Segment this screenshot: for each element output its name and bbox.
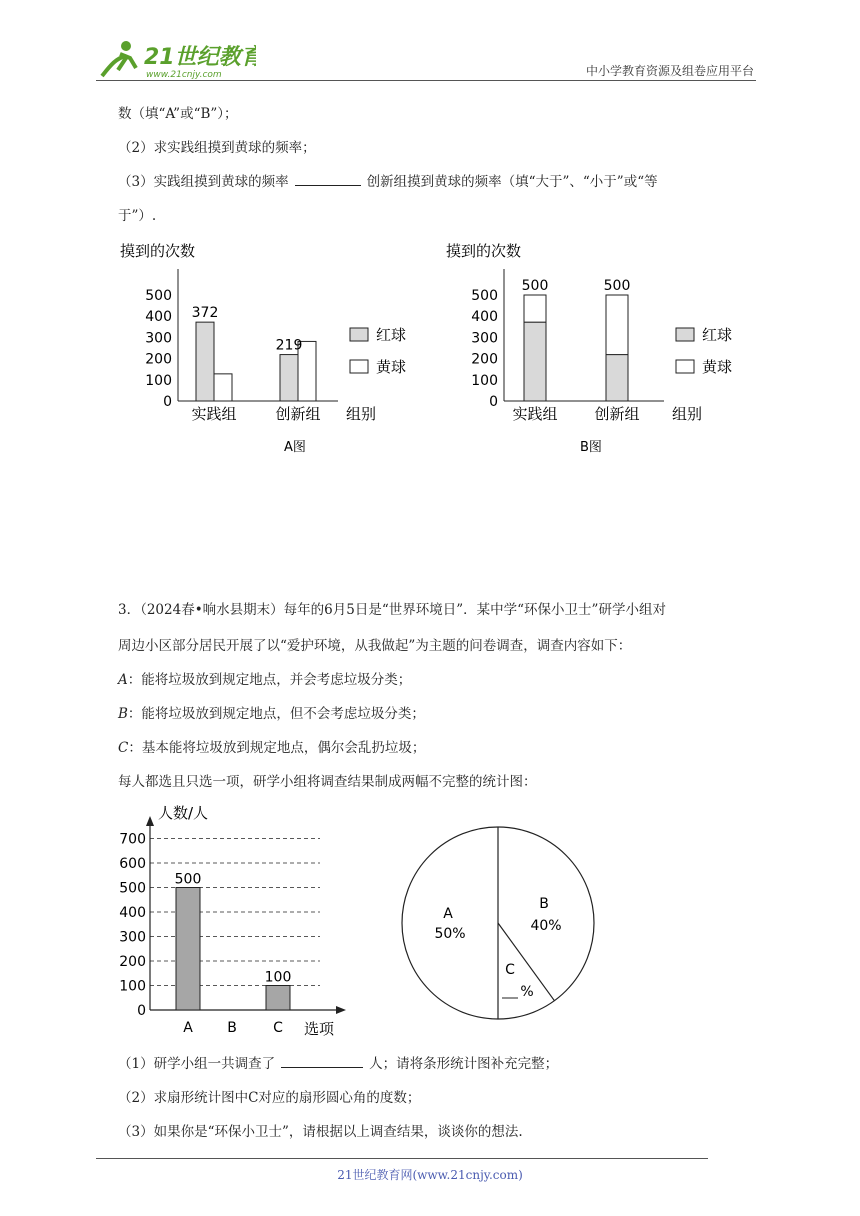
chart-c-ytick: 400 bbox=[119, 905, 146, 921]
chart-c-ytick: 700 bbox=[119, 831, 146, 848]
footer-divider bbox=[96, 1158, 708, 1159]
chart-a-xtick: 创新组 bbox=[275, 405, 321, 423]
chart-a-ylabel: 摸到的次数 bbox=[120, 242, 196, 260]
chart-b-bar-yellow bbox=[606, 295, 628, 355]
logo-url: www.21cnjy.com bbox=[146, 70, 222, 80]
chart-b-ytick: 400 bbox=[471, 309, 498, 326]
chart-b-bar-red bbox=[524, 322, 546, 401]
footer-text: 21世纪教育网(www.21cnjy.com) bbox=[337, 1168, 523, 1182]
chart-a-ytick: 0 bbox=[163, 394, 172, 410]
q2-line2: （2）求实践组摸到黄球的频率； bbox=[118, 140, 316, 156]
chart-c-ytick: 600 bbox=[119, 856, 146, 872]
q3-option-b-key: B bbox=[118, 706, 128, 722]
pie-pct-a: 50% bbox=[434, 926, 466, 942]
q3-line6: 每人都选且只选一项，研学小组将调查结果制成两幅不完整的统计图： bbox=[118, 774, 537, 790]
chart-a-xlabel: 组别 bbox=[346, 405, 377, 423]
chart-a-ytick: 100 bbox=[145, 372, 172, 389]
chart-c-y-arrow bbox=[146, 816, 154, 826]
chart-b-legend-swatch bbox=[676, 328, 694, 341]
q3-line1: 3．（2024春•响水县期末）每年的6月5日是“世界环境日”．某中学“环保小卫士”研学小组对 bbox=[118, 602, 666, 618]
chart-a-title: A图 bbox=[284, 440, 306, 455]
chart-a-bar-red bbox=[280, 355, 298, 401]
q3-option-b-text: ：能将垃圾放到规定地点，但不会考虑垃圾分类； bbox=[127, 706, 425, 722]
chart-b-xlabel: 组别 bbox=[672, 405, 703, 423]
chart-b-bar-yellow bbox=[524, 295, 546, 322]
q3-sub2: （2）求扇形统计图中C对应的扇形圆心角的度数； bbox=[118, 1090, 421, 1106]
chart-c-ytick: 200 bbox=[119, 954, 146, 970]
chart-c-ytick: 300 bbox=[119, 929, 146, 946]
chart-b-legend-swatch bbox=[676, 360, 694, 373]
site-logo bbox=[96, 36, 256, 82]
q3-option-a bbox=[118, 670, 411, 690]
chart-c-ytick: 100 bbox=[119, 978, 146, 995]
chart-c-x-arrow bbox=[336, 1006, 346, 1014]
chart-b-data-label: 500 bbox=[603, 278, 631, 294]
header-tagline: 中小学教育资源及组卷应用平台 bbox=[585, 64, 754, 78]
chart-b-ytick: 500 bbox=[471, 288, 498, 304]
chart-c-ytick: 500 bbox=[119, 880, 146, 897]
answer-blank[interactable] bbox=[295, 172, 361, 186]
q3-sub1-a: （1）研学小组一共调查了 bbox=[118, 1056, 276, 1072]
chart-a-ytick: 400 bbox=[145, 309, 172, 326]
chart-b-data-label: 500 bbox=[521, 278, 549, 294]
chart-survey-bar bbox=[110, 796, 360, 1041]
chart-a bbox=[110, 236, 430, 456]
answer-blank-count[interactable] bbox=[281, 1054, 363, 1068]
chart-a-ytick: 200 bbox=[145, 351, 172, 368]
pie-label-a: A bbox=[443, 906, 453, 922]
q3-option-b bbox=[118, 704, 425, 724]
q3-line2: 周边小区部分居民开展了以“爱护环境，从我做起”为主题的问卷调查，调查内容如下： bbox=[118, 638, 632, 654]
chart-b-ylabel: 摸到的次数 bbox=[446, 242, 522, 260]
q2-line1: 数（填“A”或“B”）； bbox=[118, 106, 238, 122]
chart-b-ytick: 0 bbox=[489, 394, 498, 410]
chart-a-legend-label: 黄球 bbox=[376, 358, 407, 376]
chart-a-xtick: 实践组 bbox=[191, 405, 237, 423]
q3-sub3: （3）如果你是“环保小卫士”，请根据以上调查结果，谈谈你的想法. bbox=[118, 1124, 523, 1140]
q2-line3-b: 创新组摸到黄球的频率（填“大于”、“小于”或“等 bbox=[366, 174, 658, 190]
chart-b-title: B图 bbox=[580, 440, 602, 455]
chart-b-bar-red bbox=[606, 355, 628, 401]
pie-pct-b: 40% bbox=[530, 918, 562, 934]
chart-b bbox=[436, 236, 756, 456]
chart-a-bar-yellow bbox=[214, 374, 232, 401]
chart-a-ytick: 300 bbox=[145, 330, 172, 347]
q3-option-c-key: C bbox=[118, 740, 129, 756]
q2-line3-a: （3）实践组摸到黄球的频率 bbox=[118, 174, 289, 190]
chart-c-data-label: 500 bbox=[174, 871, 202, 888]
q3-sub1 bbox=[118, 1054, 558, 1074]
chart-b-legend-label: 黄球 bbox=[702, 358, 733, 376]
q2-line3 bbox=[118, 172, 658, 192]
chart-b-ytick: 300 bbox=[471, 330, 498, 347]
chart-b-legend-label: 红球 bbox=[702, 326, 733, 344]
q3-option-c bbox=[118, 738, 425, 758]
chart-c-xtick: C bbox=[273, 1020, 283, 1036]
chart-c-data-label: 100 bbox=[264, 969, 292, 986]
pie-pct-c: % bbox=[520, 984, 534, 1000]
chart-a-legend-swatch bbox=[350, 328, 368, 341]
chart-c-bar bbox=[266, 986, 290, 1011]
chart-c-xtick: B bbox=[227, 1020, 237, 1036]
chart-a-ytick: 500 bbox=[145, 288, 172, 304]
q3-sub1-b: 人；请将条形统计图补充完整； bbox=[369, 1056, 559, 1072]
q3-option-c-text: ：基本能将垃圾放到规定地点，偶尔会乱扔垃圾； bbox=[128, 740, 426, 756]
chart-survey-pie bbox=[400, 826, 600, 1026]
chart-a-bar-red bbox=[196, 322, 214, 401]
logo-text: 21世纪教育 bbox=[144, 45, 256, 70]
chart-c-ylabel: 人数/人 bbox=[158, 804, 209, 822]
chart-b-xtick: 实践组 bbox=[512, 405, 558, 423]
pie-label-b: B bbox=[539, 896, 549, 912]
q3-option-a-text: ：能将垃圾放到规定地点，并会考虑垃圾分类； bbox=[127, 672, 412, 688]
chart-b-ytick: 100 bbox=[471, 372, 498, 389]
q2-line4: 于”）. bbox=[118, 208, 157, 224]
q3-option-a-key: A bbox=[118, 672, 128, 688]
chart-c-xtick: A bbox=[183, 1020, 193, 1036]
chart-b-ytick: 200 bbox=[471, 351, 498, 368]
chart-c-xlabel: 选项 bbox=[304, 1020, 335, 1038]
chart-a-data-label: 372 bbox=[191, 305, 219, 322]
header-divider bbox=[96, 80, 756, 81]
chart-a-legend-swatch bbox=[350, 360, 368, 373]
chart-c-ytick: 0 bbox=[137, 1003, 146, 1019]
chart-c-bar bbox=[176, 888, 200, 1011]
chart-a-legend-label: 红球 bbox=[376, 326, 407, 344]
chart-a-data-label: 219 bbox=[275, 337, 303, 354]
chart-b-xtick: 创新组 bbox=[594, 405, 640, 423]
pie-label-c: C bbox=[505, 962, 515, 978]
